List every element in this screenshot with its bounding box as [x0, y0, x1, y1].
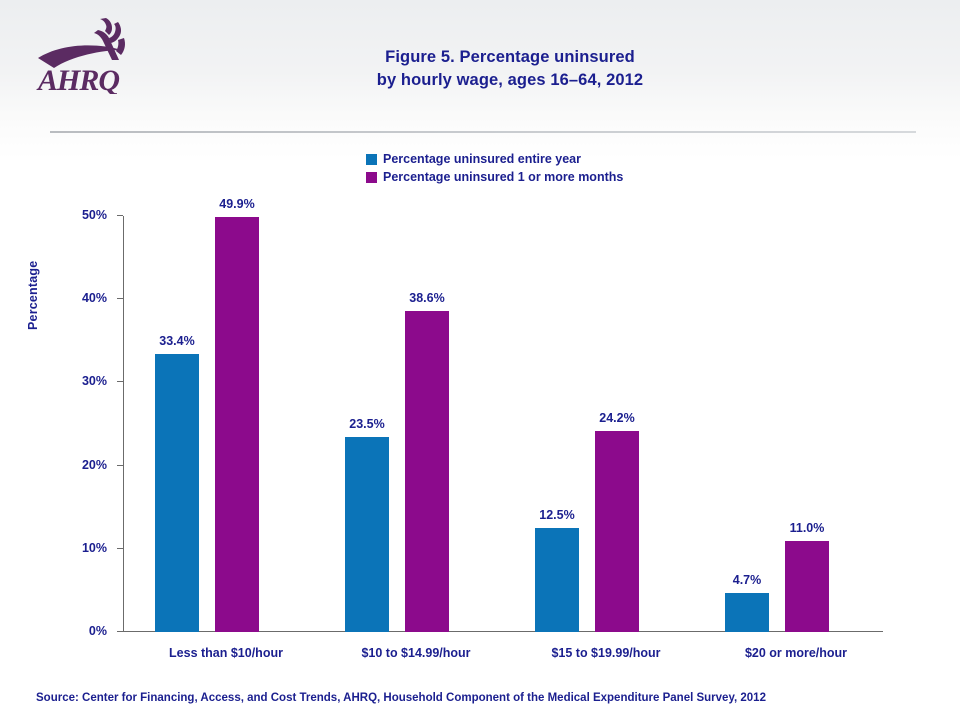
y-tick-50 — [81, 208, 123, 222]
bar-series2-cat2[interactable] — [405, 290, 449, 632]
x-tick-label-3: $15 to $19.99/hour — [551, 646, 661, 660]
bar-series2-cat3[interactable] — [595, 410, 639, 632]
page-title-line1: Figure 5. Percentage uninsured — [385, 48, 635, 66]
bar-series2-cat1[interactable] — [215, 196, 259, 632]
y-tick-0 — [88, 624, 123, 638]
bar-series1-cat3[interactable] — [535, 508, 579, 632]
y-tick-label-50: 50% — [81, 208, 107, 222]
y-tick-label-10: 10% — [81, 540, 107, 555]
legend-item-series1 — [366, 152, 623, 166]
legend-item-series2 — [366, 170, 623, 184]
y-tick-30 — [81, 374, 123, 389]
bar-series2-cat4[interactable] — [785, 520, 829, 633]
x-tick-label-1: Less than $10/hour — [169, 646, 283, 660]
ahrq-bird-icon — [94, 18, 125, 60]
legend-label-series2: Percentage uninsured 1 or more months — [383, 170, 624, 184]
bar-group-1 — [131, 196, 321, 660]
bar-value-series1-cat1: 33.4% — [159, 334, 195, 349]
x-tick-label-2: $10 to $14.99/hour — [361, 646, 471, 660]
legend-label-series1: Percentage uninsured entire year — [383, 152, 581, 166]
y-tick-10 — [81, 540, 123, 555]
header-divider — [50, 131, 916, 133]
bar-value-series2-cat4: 11.0% — [789, 520, 825, 535]
bar-group-4 — [701, 216, 891, 660]
ahrq-logo — [32, 14, 157, 94]
bar-value-series2-cat2: 38.6% — [409, 290, 445, 305]
y-tick-label-40: 40% — [81, 291, 107, 306]
bar-value-series1-cat4: 4.7% — [732, 572, 762, 587]
bar-series1-cat4[interactable] — [725, 572, 769, 632]
bar-group-3 — [511, 216, 701, 660]
legend-swatch-series2 — [366, 172, 377, 183]
page-title — [180, 46, 840, 93]
y-tick-label-20: 20% — [81, 457, 107, 472]
bar-group-2 — [321, 216, 511, 660]
bar-series1-cat1[interactable] — [155, 334, 199, 632]
y-tick-label-0: 0% — [88, 624, 107, 638]
page-title-line2: by hourly wage, ages 16–64, 2012 — [376, 71, 644, 90]
y-tick-20 — [81, 457, 123, 472]
y-tick-40 — [81, 291, 123, 306]
bar-series1-cat2[interactable] — [345, 416, 389, 633]
bar-value-series2-cat3: 24.2% — [599, 410, 635, 425]
y-axis-line — [123, 216, 124, 632]
bar-value-series2-cat1: 49.9% — [219, 196, 255, 211]
y-axis-title: Percentage — [26, 260, 40, 330]
legend-swatch-series1 — [366, 154, 377, 165]
chart-plot-area — [81, 196, 883, 660]
bar-value-series1-cat2: 23.5% — [349, 416, 385, 431]
chart-legend — [366, 152, 623, 188]
source-note: Source: Center for Financing, Access, and Cost Trends, AHRQ, Household Component of the Medical Expenditure Panel Survey, 2012 — [36, 692, 766, 704]
y-tick-label-30: 30% — [81, 374, 107, 389]
x-tick-label-4: $20 or more/hour — [744, 646, 848, 660]
bar-value-series1-cat3: 12.5% — [539, 508, 575, 522]
svg-text:AHRQ: AHRQ — [38, 64, 120, 94]
